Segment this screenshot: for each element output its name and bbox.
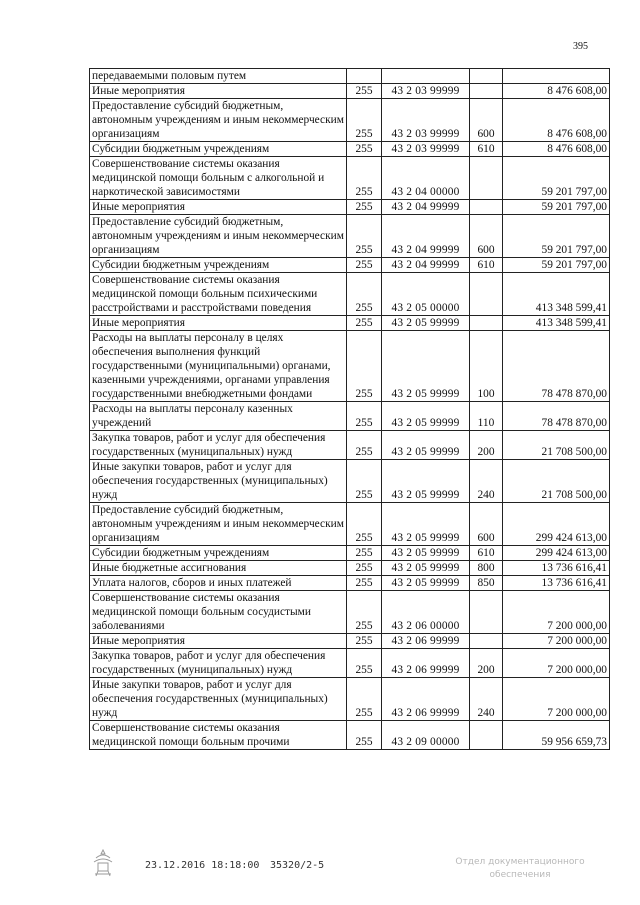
row-name-cell: Иные закупки товаров, работ и услуг для обеспечения государственных (муниципальных) нужд: [90, 678, 347, 721]
row-expense-type-cell: [470, 157, 503, 200]
row-amount-cell: 78 478 870,00: [503, 331, 610, 402]
row-code-cell: 255: [347, 200, 382, 215]
row-name-cell: Предоставление субсидий бюджетным, автономным учреждениям и иным некоммерческим организациям: [90, 99, 347, 142]
table-row: [90, 200, 610, 215]
row-expense-type-cell: 600: [470, 503, 503, 546]
row-code-cell: 255: [347, 258, 382, 273]
row-expense-type-cell: 600: [470, 99, 503, 142]
row-name-cell: Совершенствование системы оказания медицинской помощи больным с алкогольной и наркотической зависимостями: [90, 157, 347, 200]
row-expense-type-cell: [470, 316, 503, 331]
row-name-cell: Закупка товаров, работ и услуг для обеспечения государственных (муниципальных) нужд: [90, 431, 347, 460]
row-target-article-cell: 43 2 09 00000: [382, 721, 470, 750]
row-name-cell: Субсидии бюджетным учреждениям: [90, 258, 347, 273]
table-row: [90, 546, 610, 561]
table-row: [90, 561, 610, 576]
row-amount-cell: 78 478 870,00: [503, 402, 610, 431]
row-name-cell: Иные мероприятия: [90, 84, 347, 99]
row-expense-type-cell: 610: [470, 546, 503, 561]
row-code-cell: 255: [347, 402, 382, 431]
page-number: 395: [573, 41, 588, 52]
row-expense-type-cell: [470, 273, 503, 316]
row-expense-type-cell: 800: [470, 561, 503, 576]
row-amount-cell: 59 201 797,00: [503, 215, 610, 258]
row-amount-cell: 7 200 000,00: [503, 634, 610, 649]
row-expense-type-cell: 850: [470, 576, 503, 591]
row-amount-cell: 21 708 500,00: [503, 460, 610, 503]
row-name-cell: Иные мероприятия: [90, 200, 347, 215]
table-row: [90, 258, 610, 273]
row-target-article-cell: 43 2 04 99999: [382, 200, 470, 215]
row-expense-type-cell: 610: [470, 142, 503, 157]
row-target-article-cell: 43 2 04 99999: [382, 258, 470, 273]
table-row: [90, 273, 610, 316]
row-target-article-cell: 43 2 05 99999: [382, 402, 470, 431]
row-name-cell: Иные мероприятия: [90, 634, 347, 649]
stamp-line-2: обеспечения: [489, 870, 551, 880]
table-row: [90, 678, 610, 721]
row-code-cell: [347, 69, 382, 84]
row-amount-cell: 7 200 000,00: [503, 649, 610, 678]
row-code-cell: 255: [347, 316, 382, 331]
row-code-cell: 255: [347, 273, 382, 316]
row-target-article-cell: 43 2 03 99999: [382, 99, 470, 142]
table-row: [90, 460, 610, 503]
table-row: [90, 503, 610, 546]
row-target-article-cell: 43 2 05 99999: [382, 503, 470, 546]
row-target-article-cell: 43 2 05 99999: [382, 561, 470, 576]
table-row: [90, 431, 610, 460]
row-expense-type-cell: 200: [470, 431, 503, 460]
row-target-article-cell: 43 2 05 99999: [382, 546, 470, 561]
row-amount-cell: 59 956 659,73: [503, 721, 610, 750]
row-code-cell: 255: [347, 546, 382, 561]
row-amount-cell: 7 200 000,00: [503, 591, 610, 634]
row-amount-cell: 8 476 608,00: [503, 142, 610, 157]
row-code-cell: 255: [347, 331, 382, 402]
row-expense-type-cell: 240: [470, 678, 503, 721]
row-expense-type-cell: 100: [470, 331, 503, 402]
row-expense-type-cell: 600: [470, 215, 503, 258]
table-row: [90, 649, 610, 678]
row-name-cell: Субсидии бюджетным учреждениям: [90, 546, 347, 561]
row-target-article-cell: 43 2 04 00000: [382, 157, 470, 200]
table-row: [90, 84, 610, 99]
row-code-cell: 255: [347, 678, 382, 721]
row-code-cell: 255: [347, 142, 382, 157]
row-expense-type-cell: [470, 591, 503, 634]
budget-table-body: [90, 69, 610, 750]
row-code-cell: 255: [347, 215, 382, 258]
row-code-cell: 255: [347, 99, 382, 142]
row-expense-type-cell: 610: [470, 258, 503, 273]
row-name-cell: Субсидии бюджетным учреждениям: [90, 142, 347, 157]
row-target-article-cell: 43 2 06 99999: [382, 634, 470, 649]
row-name-cell: Предоставление субсидий бюджетным, автономным учреждениям и иным некоммерческим организациям: [90, 503, 347, 546]
row-code-cell: 255: [347, 84, 382, 99]
row-expense-type-cell: [470, 200, 503, 215]
row-amount-cell: 299 424 613,00: [503, 546, 610, 561]
table-row: [90, 331, 610, 402]
table-row: [90, 69, 610, 84]
row-amount-cell: 59 201 797,00: [503, 258, 610, 273]
row-target-article-cell: 43 2 05 99999: [382, 576, 470, 591]
row-target-article-cell: 43 2 05 99999: [382, 431, 470, 460]
table-row: [90, 215, 610, 258]
table-row: [90, 99, 610, 142]
row-target-article-cell: 43 2 06 99999: [382, 649, 470, 678]
budget-table: [89, 68, 610, 750]
table-row: [90, 402, 610, 431]
row-expense-type-cell: 200: [470, 649, 503, 678]
footer-timestamp: 23.12.2016 18:18:00: [145, 860, 260, 871]
row-name-cell: Уплата налогов, сборов и иных платежей: [90, 576, 347, 591]
row-name-cell: Совершенствование системы оказания медицинской помощи больным сосудистыми заболеваниями: [90, 591, 347, 634]
table-row: [90, 142, 610, 157]
stamp-line-1: Отдел документационного: [455, 857, 585, 867]
row-code-cell: 255: [347, 576, 382, 591]
footer-document-number: 35320/2-5: [270, 860, 325, 871]
row-code-cell: 255: [347, 649, 382, 678]
row-expense-type-cell: [470, 84, 503, 99]
row-amount-cell: 13 736 616,41: [503, 576, 610, 591]
row-amount-cell: 8 476 608,00: [503, 84, 610, 99]
row-name-cell: Расходы на выплаты персоналу в целях обеспечения выполнения функций государственными (муниципальными) органами, казенными учреждениями, органами управления государственными внебюджетными фондами: [90, 331, 347, 402]
row-code-cell: 255: [347, 460, 382, 503]
row-code-cell: 255: [347, 431, 382, 460]
row-target-article-cell: [382, 69, 470, 84]
row-name-cell: передаваемыми половым путем: [90, 69, 347, 84]
row-name-cell: Совершенствование системы оказания медицинской помощи больным прочими: [90, 721, 347, 750]
row-amount-cell: 13 736 616,41: [503, 561, 610, 576]
row-code-cell: 255: [347, 157, 382, 200]
row-name-cell: Предоставление субсидий бюджетным, автономным учреждениям и иным некоммерческим организациям: [90, 215, 347, 258]
row-name-cell: Иные мероприятия: [90, 316, 347, 331]
row-target-article-cell: 43 2 03 99999: [382, 84, 470, 99]
row-code-cell: 255: [347, 721, 382, 750]
row-amount-cell: 59 201 797,00: [503, 200, 610, 215]
row-amount-cell: [503, 69, 610, 84]
row-amount-cell: 8 476 608,00: [503, 99, 610, 142]
row-target-article-cell: 43 2 04 99999: [382, 215, 470, 258]
table-row: [90, 316, 610, 331]
row-name-cell: Иные бюджетные ассигнования: [90, 561, 347, 576]
row-code-cell: 255: [347, 634, 382, 649]
row-amount-cell: 299 424 613,00: [503, 503, 610, 546]
row-expense-type-cell: 110: [470, 402, 503, 431]
row-amount-cell: 413 348 599,41: [503, 273, 610, 316]
row-expense-type-cell: [470, 721, 503, 750]
row-name-cell: Закупка товаров, работ и услуг для обеспечения государственных (муниципальных) нужд: [90, 649, 347, 678]
table-row: [90, 157, 610, 200]
registration-stamp: [445, 856, 595, 882]
row-expense-type-cell: [470, 69, 503, 84]
row-amount-cell: 7 200 000,00: [503, 678, 610, 721]
row-amount-cell: 59 201 797,00: [503, 157, 610, 200]
table-row: [90, 576, 610, 591]
row-amount-cell: 21 708 500,00: [503, 431, 610, 460]
row-target-article-cell: 43 2 06 00000: [382, 591, 470, 634]
row-target-article-cell: 43 2 05 00000: [382, 273, 470, 316]
row-code-cell: 255: [347, 591, 382, 634]
row-target-article-cell: 43 2 06 99999: [382, 678, 470, 721]
row-target-article-cell: 43 2 05 99999: [382, 460, 470, 503]
table-row: [90, 591, 610, 634]
row-expense-type-cell: [470, 634, 503, 649]
row-code-cell: 255: [347, 561, 382, 576]
row-name-cell: Расходы на выплаты персоналу казенных учреждений: [90, 402, 347, 431]
row-target-article-cell: 43 2 03 99999: [382, 142, 470, 157]
table-row: [90, 634, 610, 649]
row-expense-type-cell: 240: [470, 460, 503, 503]
row-name-cell: Иные закупки товаров, работ и услуг для обеспечения государственных (муниципальных) нужд: [90, 460, 347, 503]
row-target-article-cell: 43 2 05 99999: [382, 331, 470, 402]
row-target-article-cell: 43 2 05 99999: [382, 316, 470, 331]
emblem-logo: [90, 848, 116, 878]
row-amount-cell: 413 348 599,41: [503, 316, 610, 331]
row-code-cell: 255: [347, 503, 382, 546]
table-row: [90, 721, 610, 750]
row-name-cell: Совершенствование системы оказания медицинской помощи больным психическими расстройствами и расстройствами поведения: [90, 273, 347, 316]
